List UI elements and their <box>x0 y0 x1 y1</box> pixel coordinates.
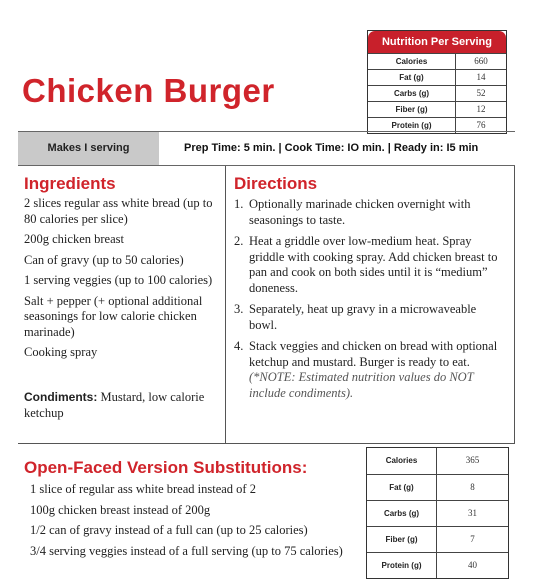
nutrition-row <box>367 526 508 552</box>
ingredient-item: 2 slices regular ass white bread (up to 80 calories per slice) <box>24 196 213 226</box>
recipe-times: Prep Time: 5 min. | Cook Time: IO min. | Ready in: I5 min <box>184 142 479 154</box>
nutrition-value: 7 <box>470 534 475 544</box>
substitution-item: 100g chicken breast instead of 200g <box>30 502 211 517</box>
right-border <box>514 166 515 443</box>
step-number: 2. <box>234 234 244 248</box>
nutrition-row <box>367 448 508 474</box>
nutrition-row <box>367 500 508 526</box>
step-number: 4. <box>234 339 244 353</box>
direction-step <box>234 302 504 333</box>
direction-step <box>234 234 504 296</box>
nutrition-label: Fat (g) <box>367 475 437 500</box>
nutrition-value: 660 <box>474 56 488 66</box>
nutrition-value: 8 <box>470 482 475 492</box>
ingredient-item: Salt + pepper (+ optional additional seasonings for low calorie chicken marinade) <box>24 293 203 339</box>
step-text <box>249 339 504 401</box>
directions-list <box>234 197 504 407</box>
step-body: Heat a griddle over low-medium heat. Spray griddle with cooking spray. Add chicken breast to pan and cook on both sides until it is “medium” doneness. <box>249 234 498 295</box>
nutrition-table-per-serving <box>367 30 507 134</box>
ingredients-list <box>24 196 220 366</box>
step-number: 3. <box>234 302 244 316</box>
nutrition-value: 31 <box>468 508 477 518</box>
nutrition-row <box>367 552 508 578</box>
step-number: 1. <box>234 197 244 211</box>
nutrition-label: Fat (g) <box>368 70 456 85</box>
nutrition-table-open-faced <box>366 447 509 579</box>
ingredient-item: Can of gravy (up to 50 calories) <box>24 252 184 267</box>
nutrition-label: Calories <box>367 448 437 474</box>
nutrition-label: Calories <box>368 54 456 69</box>
step-body: Stack veggies and chicken on bread with optional ketchup and mustard. Burger is ready to eat. <box>249 339 498 369</box>
nutrition-label: Carbs (g) <box>367 501 437 526</box>
nutrition-label: Protein (g) <box>368 118 456 133</box>
step-text <box>249 302 504 333</box>
nutrition-table-header: Nutrition Per Serving <box>368 31 506 53</box>
substitution-item: 1 slice of regular ass white bread instead of 2 <box>30 482 256 496</box>
substitutions-list <box>30 482 370 564</box>
nutrition-label: Protein (g) <box>367 553 437 578</box>
directions-heading: Directions <box>234 174 318 193</box>
nutrition-label: Fiber (g) <box>367 527 437 552</box>
step-note: (*NOTE: Estimated nutrition values do NOT include condiments). <box>249 370 474 400</box>
recipe-title: Chicken Burger <box>22 72 275 109</box>
nutrition-value: 40 <box>468 560 477 570</box>
substitution-item: 3/4 serving veggies instead of a full serving (up to 75 calories) <box>30 543 343 558</box>
nutrition-row <box>368 85 506 101</box>
section-divider <box>18 443 515 444</box>
nutrition-label: Carbs (g) <box>368 86 456 101</box>
step-text <box>249 197 504 228</box>
step-body: Separately, heat up gravy in a microwaveable bowl. <box>249 302 477 332</box>
ingredient-item: 1 serving veggies (up to 100 calories) <box>24 273 213 287</box>
step-text <box>249 234 504 296</box>
nutrition-row <box>368 53 506 69</box>
nutrition-value: 52 <box>476 88 486 98</box>
recipe-info-bar <box>18 131 515 166</box>
nutrition-row <box>367 474 508 500</box>
nutrition-label: Fiber (g) <box>368 102 456 117</box>
ingredient-item: Cooking spray <box>24 345 98 359</box>
condiments-label: Condiments: <box>24 390 98 404</box>
serving-size: Makes I serving <box>18 132 159 165</box>
column-divider <box>225 166 226 443</box>
condiments-note <box>24 390 220 421</box>
nutrition-row <box>368 101 506 117</box>
nutrition-row <box>368 69 506 85</box>
nutrition-value: 14 <box>476 72 486 82</box>
condiments-text: Mustard, low calorie ketchup <box>24 390 205 420</box>
ingredients-heading: Ingredients <box>24 174 116 193</box>
substitution-item: 1/2 can of gravy instead of a full can (up to 25 calories) <box>30 523 308 537</box>
step-body: Optionally marinade chicken overnight with seasonings to taste. <box>249 197 471 227</box>
substitutions-heading: Open-Faced Version Substitutions: <box>24 458 308 477</box>
ingredient-item: 200g chicken breast <box>24 232 124 246</box>
nutrition-value: 12 <box>476 104 486 114</box>
nutrition-value: 365 <box>465 455 480 465</box>
direction-step <box>234 197 504 228</box>
direction-step <box>234 339 504 401</box>
nutrition-value: 76 <box>476 120 486 130</box>
